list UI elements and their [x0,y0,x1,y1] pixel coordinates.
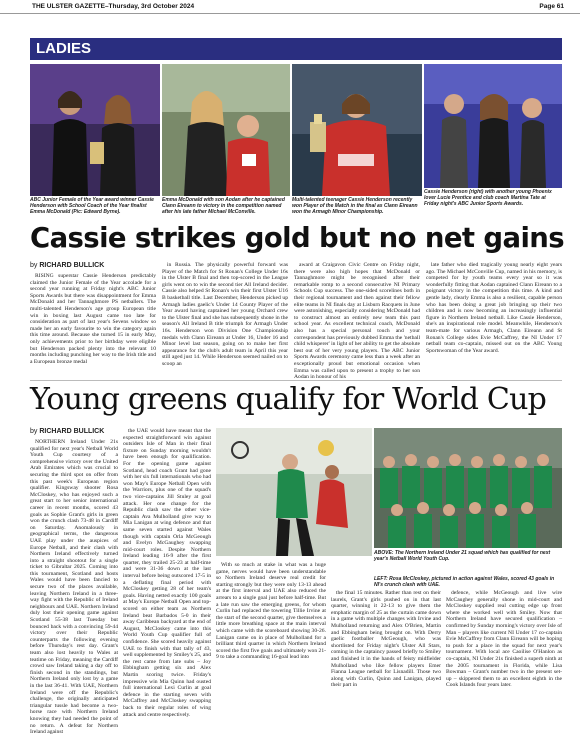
header-date: THE ULSTER GAZETTE–Thursday, 3rd October 2024 [32,3,195,10]
story1-byline: by RICHARD BULLICK [30,262,105,269]
section-title: LADIES [30,38,562,60]
story1-author: RICHARD BULLICK [39,262,105,269]
story1-headline: Cassie strikes gold but no net gains [30,222,565,254]
photo-cassie-trophy [292,64,422,196]
story1-column-3: award at Craigavon Civic Centre on Friday night, there were also high hopes that McDonald or Tannaghmore might be recognised after their remarkable romp to a second consecutive NI Primary Schools Cup success. The one-sided scorelines both in their regional tournament and then against their fellow elite teams in NI finals day at Lisburn Racquets in June were astonishing, especially considering McDonald had to construct almost an entirely new team this past school year. As excellent technical coach, McDonald also has a special personal touch and your correspondent has previously dubbed Emma the 'netball child whisperer' in light of her ability to get the absolute best out of her very young players. The ABC Junior Sports Awards ceremony came less than a week after an exceptionally proud but emotional occasion when Emma was called upon to present a trophy to her son Aodan in honour of his [294,262,420,381]
caption-u21-squad: ABOVE: The Northern Ireland Under 21 squad which has qualified for next year's Netball World Youth Cup. [374,550,551,562]
photo-awards-night [424,64,562,188]
story2-column-5: defence, while McGeough and live wire McCaughey generally shone in mid-court and McCloskey supplied real cutting edge up front where she worked well with Smiley. Now that Northern Ireland have secured qualification – confirmed by Sunday morning's victory over Isle of Man – players like current NI Under 17 co-captain Evie McCaffrey from Clann Eireann will be hoping to push for a place in the squad for next year's tournament. With local ace Caoilise O'Hanlon as co-captain, NI Under 21s finished a superb ninth at the 2005 tournament in Florida, while Lisa Bowman – Grant's number two in the present set-up – skippered them to an excellent eighth in the Cook Islands four years later. [446,590,562,689]
page-number: Page 61 [539,3,564,10]
story1-column-1: RISING superstar Cassie Henderson predictably claimed the Junior Female of the Year accolade for a second year running at Friday night's ABC Junior Sports Awards but there was disappointment for Emma McDonald and her Tannaghmore PS netballers. The multi-talented Henderson's age group European title win in boxing last August came too late for consideration as part of last year's Sevens window so made her an early favourite to win the category again this time around. Because she turned 15 in early May, only achievements prior to her birthday were eligible but Henderson packed plenty into the relevant 10 months including punching her way to the Irish title and a European bronze medal [30,273,156,365]
story2-column-3: With so much at stake in what was a huge game, nerves would have been understandable so Northern Ireland deserve real credit for starting strongly but they were only 13-13 ahead at the first interval and UAE also reduced the arrears to a single goal just before half-time. But a late run saw the emerging greens, for whom Curlin had replaced the towering Tillie Irvine at the start of the second quarter, give themselves a little more breathing space at the main interval which came with the scoreboard showing 30-26. Lanigan came on in place of Mulholland for a brilliant third quarter in which Northern Ireland scored the first five goals and ultimately won 21-9 to take a commanding 16-goal lead into [216,562,326,661]
caption-award-winners: ABC Junior Female of the Year award winner Cassie Henderson with School Coach of the Year finalist Emma McDonald (Pic: Edward Byrne). [30,197,154,215]
caption-rosa-mccloskey: LEFT: Rosa McCloskey, pictured in action against Wales, scored 43 goals in NI's crunch clash with UAE. [374,576,555,588]
story2-headline: Young greens qualify for World Cup [30,382,546,417]
caption-mother-and-son: Emma McDonald with son Aodan after he captained Clann Eireann to victory in the competition named after his late father Michael McConville. [162,197,285,215]
story2-column-2: the UAE would have meant that the expected straightforward win against outsiders Isle of Man in their final fixture on Sunday morning wouldn't have been enough for qualification. For the opening game against Scotland, head coach Grant had gone with her six full internationals who had won May's Europe Netball Open with the Warriors, plus one of the squad's two vice-captains Jill Stuley at goal attack. Her one change for the Republic clash saw the other vice-captain Ava Mulholland give way to Mia Lanigan at wing defence and that same seven started against Wales though with captain Orla McGeough and Evelyn McGaughey swapping mid-court roles. Despite Northern Ireland leading 16-9 after the first quarter, they trailed 25-23 at half-time and were 31-36 down at the last interval before being outscored 17-5 in a deflating final period with McCloskey getting 28 of her team's goals. Having netted exactly 100 goals at May's Europe Netball Open and top-scored on either team as Northern Ireland beat Barbados 5-0 in their away Caribbean backyard at the end of August, McCloskey came into this World Youth Cup qualifier full of confidence. She scored heavily against UAE to finish with that tally of 43, well supplemented by Smiley's 25, and the rest came from late subs – Joy Ebbingham getting six and Alex Martin scoring twice. Friday's impressive win Mia Quinn had ousted full international Lexi Curlin at goal defence in the starting seven with McCaffrey and McCloskey swapping back to their regular roles of wing attack and centre respectively. [123,428,211,718]
photo-award-winners [30,64,160,196]
caption-awards-night: Cassie Henderson (right) with another young Phoenix lover Lucie Prentice and club coach Martina Tate at Friday night's ABC Junior Sports Awards. [424,189,552,207]
story1-column-4: late father who died tragically young nearly eight years ago. The Michael McConville Cup, named in his memory, is competed for by youth teams every year so it was wonderfully fitting that Aodan captained Clann Eireann to a poignant victory in the competition this time. A kind and gentle lady, clearly Emma is also a resilient, capable person who has been doing a great job bringing up their two children and is now becoming an increasingly influential figure in Northern Ireland netball. Like Cassie Henderson, she's an inspirational role model. Meanwhile, Henderson's team-mate for various Armagh, Clann Eireann and St Ronan's College sides Evie McCaffrey, the NI Under 17 netball team co-captain, missed out on the ABC Young Sportswoman of the Year award. [426,262,562,354]
photo-u21-squad [374,428,562,548]
page-header [0,0,580,14]
story1-column-2: in Russia. The physically powerful forward was Player of the Match for St Ronan's College Under 16s in the Ulster B final and then top-scored in the League girls went on to win the second tier All Ireland decider. Cassie also helped St Ronan's win their first Ulster U16 B basketball title. Last December, Henderson picked up Armagh ladies gaelic's Under 14 County Player of the Year award having captained her young Orchard crew to the Ulster final and she has subsequently shone in the season's All Ireland B title triumph for Armagh Under 16s. Henderson won Division One Championship medals with Clann Eireann at Under 16, Under 16 and Minor level last season, going on to make her first appearance for the club's adult team in April this year still aged just 14. While Henderson seemed nailed on to scoop an [162,262,288,367]
story2-column-1: NORTHERN Ireland Under 21s qualified for next year's Netball World Youth Cup courtesy of a comprehensive victory over the United Arab Emirates which was crucial to securing the third spot on offer from this past week's European region qualifier. Kingsway shooter Rosa McCloskey, who has enjoyed such a great start to her senior international career in recent months, scored 43 goals as Sophie Grant's girls in green won the crunch clash 73-48 in Cardiff on Saturday. Anomalously in geographical terms, the dangerous UAE play under the auspices of Europe Netball, and their clash with Northern Ireland effectively turned into a straight shootout for a single ticket to Gibraltar 2025. Coming into this tournament, Scotland and hosts Wales would have been fancied to secure two of the places available, leaving Northern Ireland in a three-way fight with the Republic of Ireland neighbours and UAE. Northern Ireland duly lost their opening game against Scotland 55-38 last Tuesday but bounced back with a convincing 59-44 victory over their Republic counterparts the following evening before Thursday's rest day. Grant's team also lost heavily to Wales at teatime on Friday, meaning the Cardiff crowd saw Ireland taking a day off to finish second in the standings, but Northern Ireland only lost by a game in the last 36-41. With UAE, Northern Ireland were off the Republic's challenge, the originally anticipated triangular tussle had become a two-horse race with Northern Ireland knowing they had needed the point of no return. A defeat for Northern Ireland against [30,439,118,736]
story2-column-4: the final 15 minutes. Rather than rest on their laurels, Grant's girls pushed on in that last quarter, winning it 22-13 to give them the emphatic margin of 25 as the curtain came down in a game with multiple changes with Irvine and Mulholland returning and Alex O'Brien, Martin and Ebbingham being brought on. With Derry gaelic footballer McGeough, who was shortlisted for Friday night's Ulster All Stars, coming in the captaincy passed briefly to Smiley and finished it in the hands of feisty midfielder Mulholland who like fellow players Emer Fianna League netball for Lisnadill. Those two along with Curlin, Quinn and Lanigan, played their part in [331,590,441,689]
story-divider [30,380,562,381]
photo-rosa-mccloskey [216,428,372,556]
photo-mother-and-son [162,64,290,196]
caption-cassie-trophy: Multi-talented teenager Cassie Henderson recently won Player of the Match in the final as Clann Eireann won the Armagh Minor Championship. [292,197,418,215]
story2-author: RICHARD BULLICK [39,428,105,435]
story2-byline: by RICHARD BULLICK [30,428,105,435]
